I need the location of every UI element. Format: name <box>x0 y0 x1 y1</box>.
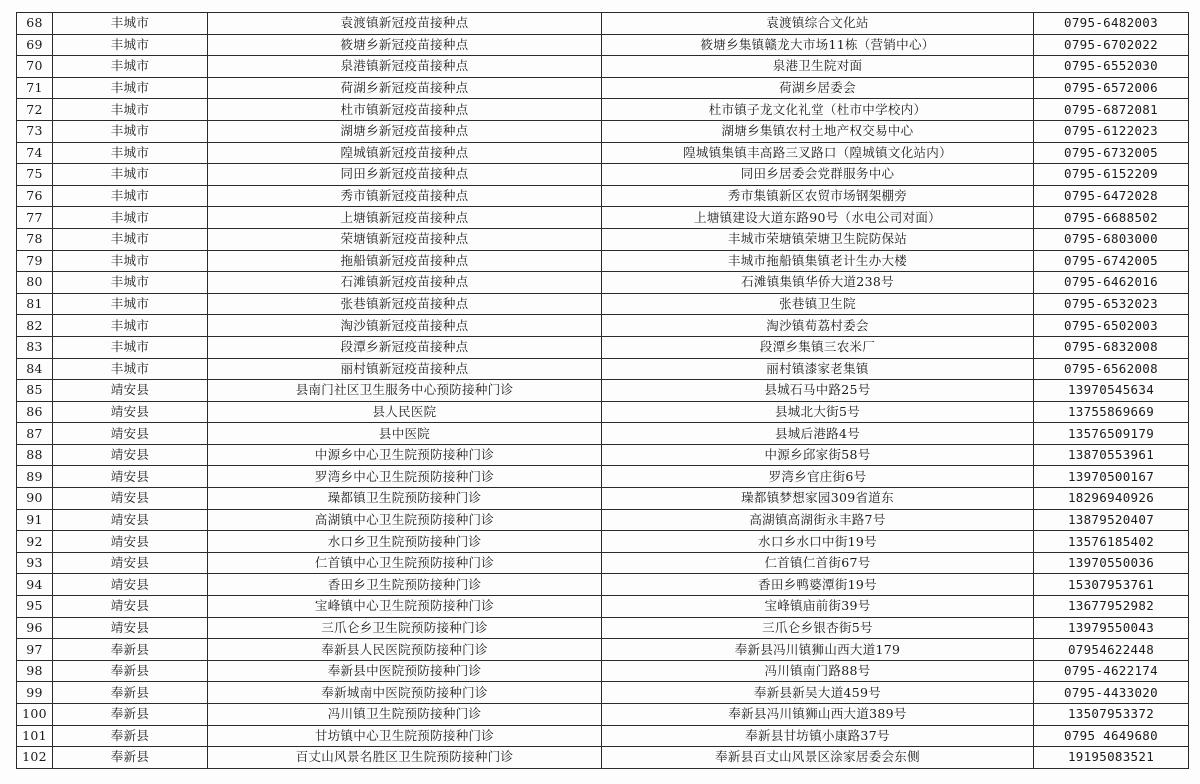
table-row <box>17 358 1189 380</box>
site-name-cell: 奉新县人民医院预防接种门诊 <box>208 639 602 661</box>
site-name-cell: 县人民医院 <box>208 401 602 423</box>
row-number-cell: 90 <box>17 488 53 510</box>
table-row <box>17 596 1189 618</box>
row-number-cell: 102 <box>17 747 53 769</box>
county-cell: 靖安县 <box>53 488 208 510</box>
row-number-cell: 74 <box>17 142 53 164</box>
table-row <box>17 142 1189 164</box>
address-cell: 县城石马中路25号 <box>602 380 1034 402</box>
address-cell: 璪都镇梦想家园309省道东 <box>602 488 1034 510</box>
county-cell: 丰城市 <box>53 142 208 164</box>
address-cell: 秀市集镇新区农贸市场钢架棚旁 <box>602 185 1034 207</box>
row-number-cell: 71 <box>17 77 53 99</box>
phone-cell: 0795-6502003 <box>1034 315 1189 337</box>
site-name-cell: 甘坊镇中心卫生院预防接种门诊 <box>208 725 602 747</box>
site-name-cell: 冯川镇卫生院预防接种门诊 <box>208 704 602 726</box>
row-number-cell: 86 <box>17 401 53 423</box>
address-cell: 丰城市拖船镇集镇老计生办大楼 <box>602 250 1034 272</box>
phone-cell: 13677952982 <box>1034 596 1189 618</box>
site-name-cell: 奉新城南中医院预防接种门诊 <box>208 682 602 704</box>
address-cell: 罗湾乡官庄街6号 <box>602 466 1034 488</box>
address-cell: 荷湖乡居委会 <box>602 77 1034 99</box>
vaccination-sites-table <box>16 12 1189 769</box>
site-name-cell: 宝峰镇中心卫生院预防接种门诊 <box>208 596 602 618</box>
address-cell: 宝峰镇庙前街39号 <box>602 596 1034 618</box>
phone-cell: 0795-6688502 <box>1034 207 1189 229</box>
site-name-cell: 奉新县中医院预防接种门诊 <box>208 660 602 682</box>
county-cell: 丰城市 <box>53 56 208 78</box>
address-cell: 高湖镇高湖街永丰路7号 <box>602 509 1034 531</box>
table-row <box>17 725 1189 747</box>
address-cell: 奉新县冯川镇狮山西大道179 <box>602 639 1034 661</box>
phone-cell: 0795-6872081 <box>1034 99 1189 121</box>
county-cell: 丰城市 <box>53 185 208 207</box>
address-cell: 隍城镇集镇丰高路三叉路口（隍城镇文化站内） <box>602 142 1034 164</box>
county-cell: 丰城市 <box>53 99 208 121</box>
row-number-cell: 76 <box>17 185 53 207</box>
site-name-cell: 杜市镇新冠疫苗接种点 <box>208 99 602 121</box>
county-cell: 丰城市 <box>53 164 208 186</box>
address-cell: 县城后港路4号 <box>602 423 1034 445</box>
row-number-cell: 82 <box>17 315 53 337</box>
phone-cell: 0795-6552030 <box>1034 56 1189 78</box>
county-cell: 丰城市 <box>53 34 208 56</box>
address-cell: 丽村镇漆家老集镇 <box>602 358 1034 380</box>
table-row <box>17 164 1189 186</box>
county-cell: 奉新县 <box>53 747 208 769</box>
phone-cell: 19195083521 <box>1034 747 1189 769</box>
address-cell: 袁渡镇综合文化站 <box>602 13 1034 35</box>
address-cell: 段潭乡集镇三农米厂 <box>602 336 1034 358</box>
table-row <box>17 380 1189 402</box>
address-cell: 三爪仑乡银杏街5号 <box>602 617 1034 639</box>
row-number-cell: 91 <box>17 509 53 531</box>
county-cell: 丰城市 <box>53 250 208 272</box>
county-cell: 靖安县 <box>53 596 208 618</box>
county-cell: 靖安县 <box>53 617 208 639</box>
site-name-cell: 中源乡中心卫生院预防接种门诊 <box>208 444 602 466</box>
address-cell: 张巷镇卫生院 <box>602 293 1034 315</box>
county-cell: 丰城市 <box>53 336 208 358</box>
phone-cell: 0795-6482003 <box>1034 13 1189 35</box>
county-cell: 丰城市 <box>53 13 208 35</box>
county-cell: 靖安县 <box>53 380 208 402</box>
county-cell: 奉新县 <box>53 682 208 704</box>
site-name-cell: 高湖镇中心卫生院预防接种门诊 <box>208 509 602 531</box>
row-number-cell: 77 <box>17 207 53 229</box>
row-number-cell: 73 <box>17 120 53 142</box>
table-row <box>17 13 1189 35</box>
site-name-cell: 香田乡卫生院预防接种门诊 <box>208 574 602 596</box>
phone-cell: 13507953372 <box>1034 704 1189 726</box>
row-number-cell: 84 <box>17 358 53 380</box>
county-cell: 靖安县 <box>53 509 208 531</box>
phone-cell: 0795-6122023 <box>1034 120 1189 142</box>
phone-cell: 13879520407 <box>1034 509 1189 531</box>
phone-cell: 0795-4433020 <box>1034 682 1189 704</box>
address-cell: 泉港卫生院对面 <box>602 56 1034 78</box>
county-cell: 丰城市 <box>53 272 208 294</box>
phone-cell: 0795-6572006 <box>1034 77 1189 99</box>
site-name-cell: 隍城镇新冠疫苗接种点 <box>208 142 602 164</box>
county-cell: 靖安县 <box>53 401 208 423</box>
site-name-cell: 罗湾乡中心卫生院预防接种门诊 <box>208 466 602 488</box>
row-number-cell: 101 <box>17 725 53 747</box>
county-cell: 丰城市 <box>53 358 208 380</box>
row-number-cell: 87 <box>17 423 53 445</box>
table-row <box>17 99 1189 121</box>
site-name-cell: 三爪仑乡卫生院预防接种门诊 <box>208 617 602 639</box>
address-cell: 水口乡水口中街19号 <box>602 531 1034 553</box>
phone-cell: 13979550043 <box>1034 617 1189 639</box>
site-name-cell: 张巷镇新冠疫苗接种点 <box>208 293 602 315</box>
phone-cell: 0795-6532023 <box>1034 293 1189 315</box>
county-cell: 丰城市 <box>53 207 208 229</box>
county-cell: 奉新县 <box>53 704 208 726</box>
row-number-cell: 83 <box>17 336 53 358</box>
row-number-cell: 75 <box>17 164 53 186</box>
county-cell: 丰城市 <box>53 228 208 250</box>
table-row <box>17 574 1189 596</box>
site-name-cell: 淘沙镇新冠疫苗接种点 <box>208 315 602 337</box>
phone-cell: 13970545634 <box>1034 380 1189 402</box>
county-cell: 丰城市 <box>53 120 208 142</box>
phone-cell: 0795-6702022 <box>1034 34 1189 56</box>
county-cell: 奉新县 <box>53 660 208 682</box>
site-name-cell: 同田乡新冠疫苗接种点 <box>208 164 602 186</box>
row-number-cell: 80 <box>17 272 53 294</box>
table-row <box>17 531 1189 553</box>
site-name-cell: 段潭乡新冠疫苗接种点 <box>208 336 602 358</box>
address-cell: 杜市镇子龙文化礼堂（杜市中学校内） <box>602 99 1034 121</box>
address-cell: 上塘镇建设大道东路90号（水电公司对面） <box>602 207 1034 229</box>
table-row <box>17 423 1189 445</box>
phone-cell: 0795 4649680 <box>1034 725 1189 747</box>
phone-cell: 18296940926 <box>1034 488 1189 510</box>
address-cell: 中源乡邱家街58号 <box>602 444 1034 466</box>
site-name-cell: 上塘镇新冠疫苗接种点 <box>208 207 602 229</box>
phone-cell: 0795-6462016 <box>1034 272 1189 294</box>
county-cell: 靖安县 <box>53 444 208 466</box>
site-name-cell: 仁首镇中心卫生院预防接种门诊 <box>208 552 602 574</box>
table-row <box>17 77 1189 99</box>
row-number-cell: 68 <box>17 13 53 35</box>
row-number-cell: 95 <box>17 596 53 618</box>
address-cell: 香田乡鸭婆潭街19号 <box>602 574 1034 596</box>
site-name-cell: 丽村镇新冠疫苗接种点 <box>208 358 602 380</box>
table-row <box>17 228 1189 250</box>
phone-cell: 0795-6803000 <box>1034 228 1189 250</box>
county-cell: 丰城市 <box>53 77 208 99</box>
row-number-cell: 99 <box>17 682 53 704</box>
county-cell: 丰城市 <box>53 293 208 315</box>
county-cell: 奉新县 <box>53 639 208 661</box>
site-name-cell: 水口乡卫生院预防接种门诊 <box>208 531 602 553</box>
table-row <box>17 488 1189 510</box>
row-number-cell: 97 <box>17 639 53 661</box>
county-cell: 靖安县 <box>53 531 208 553</box>
table-row <box>17 639 1189 661</box>
row-number-cell: 100 <box>17 704 53 726</box>
phone-cell: 07954622448 <box>1034 639 1189 661</box>
phone-cell: 0795-6832008 <box>1034 336 1189 358</box>
row-number-cell: 70 <box>17 56 53 78</box>
table-row <box>17 617 1189 639</box>
table-row <box>17 552 1189 574</box>
table-row <box>17 704 1189 726</box>
site-name-cell: 石滩镇新冠疫苗接种点 <box>208 272 602 294</box>
site-name-cell: 泉港镇新冠疫苗接种点 <box>208 56 602 78</box>
table-row <box>17 336 1189 358</box>
phone-cell: 13576509179 <box>1034 423 1189 445</box>
address-cell: 淘沙镇荀荔村委会 <box>602 315 1034 337</box>
row-number-cell: 89 <box>17 466 53 488</box>
phone-cell: 0795-4622174 <box>1034 660 1189 682</box>
county-cell: 丰城市 <box>53 315 208 337</box>
table-row <box>17 315 1189 337</box>
row-number-cell: 93 <box>17 552 53 574</box>
site-name-cell: 拖船镇新冠疫苗接种点 <box>208 250 602 272</box>
table-row <box>17 401 1189 423</box>
site-name-cell: 县中医院 <box>208 423 602 445</box>
row-number-cell: 94 <box>17 574 53 596</box>
phone-cell: 15307953761 <box>1034 574 1189 596</box>
site-name-cell: 璪都镇卫生院预防接种门诊 <box>208 488 602 510</box>
table-row <box>17 509 1189 531</box>
site-name-cell: 荷湖乡新冠疫苗接种点 <box>208 77 602 99</box>
phone-cell: 13576185402 <box>1034 531 1189 553</box>
row-number-cell: 88 <box>17 444 53 466</box>
row-number-cell: 78 <box>17 228 53 250</box>
phone-cell: 13970550036 <box>1034 552 1189 574</box>
row-number-cell: 81 <box>17 293 53 315</box>
site-name-cell: 湖塘乡新冠疫苗接种点 <box>208 120 602 142</box>
phone-cell: 0795-6732005 <box>1034 142 1189 164</box>
table-row <box>17 466 1189 488</box>
phone-cell: 0795-6742005 <box>1034 250 1189 272</box>
table-row <box>17 444 1189 466</box>
row-number-cell: 96 <box>17 617 53 639</box>
row-number-cell: 85 <box>17 380 53 402</box>
table-row <box>17 293 1189 315</box>
county-cell: 靖安县 <box>53 423 208 445</box>
row-number-cell: 92 <box>17 531 53 553</box>
table-row <box>17 207 1189 229</box>
table-row <box>17 682 1189 704</box>
row-number-cell: 72 <box>17 99 53 121</box>
site-name-cell: 百丈山风景名胜区卫生院预防接种门诊 <box>208 747 602 769</box>
table-row <box>17 56 1189 78</box>
site-name-cell: 袁渡镇新冠疫苗接种点 <box>208 13 602 35</box>
address-cell: 石滩镇集镇华侨大道238号 <box>602 272 1034 294</box>
phone-cell: 13870553961 <box>1034 444 1189 466</box>
address-cell: 同田乡居委会党群服务中心 <box>602 164 1034 186</box>
site-name-cell: 荣塘镇新冠疫苗接种点 <box>208 228 602 250</box>
row-number-cell: 69 <box>17 34 53 56</box>
site-name-cell: 筱塘乡新冠疫苗接种点 <box>208 34 602 56</box>
table-row <box>17 185 1189 207</box>
table-body <box>17 13 1189 769</box>
address-cell: 湖塘乡集镇农村土地产权交易中心 <box>602 120 1034 142</box>
address-cell: 县城北大街5号 <box>602 401 1034 423</box>
site-name-cell: 秀市镇新冠疫苗接种点 <box>208 185 602 207</box>
address-cell: 奉新县冯川镇狮山西大道389号 <box>602 704 1034 726</box>
county-cell: 靖安县 <box>53 552 208 574</box>
row-number-cell: 98 <box>17 660 53 682</box>
address-cell: 奉新县新吴大道459号 <box>602 682 1034 704</box>
phone-cell: 13755869669 <box>1034 401 1189 423</box>
phone-cell: 0795-6152209 <box>1034 164 1189 186</box>
county-cell: 奉新县 <box>53 725 208 747</box>
address-cell: 奉新县百丈山风景区涂家居委会东侧 <box>602 747 1034 769</box>
address-cell: 丰城市荣塘镇荣塘卫生院防保站 <box>602 228 1034 250</box>
address-cell: 奉新县甘坊镇小康路37号 <box>602 725 1034 747</box>
table-row <box>17 660 1189 682</box>
address-cell: 冯川镇南门路88号 <box>602 660 1034 682</box>
row-number-cell: 79 <box>17 250 53 272</box>
county-cell: 靖安县 <box>53 574 208 596</box>
table-row <box>17 272 1189 294</box>
phone-cell: 13970500167 <box>1034 466 1189 488</box>
table-row <box>17 250 1189 272</box>
address-cell: 筱塘乡集镇赣龙大市场11栋（营销中心） <box>602 34 1034 56</box>
table-row <box>17 747 1189 769</box>
county-cell: 靖安县 <box>53 466 208 488</box>
phone-cell: 0795-6562008 <box>1034 358 1189 380</box>
table-row <box>17 34 1189 56</box>
address-cell: 仁首镇仁首街67号 <box>602 552 1034 574</box>
phone-cell: 0795-6472028 <box>1034 185 1189 207</box>
table-row <box>17 120 1189 142</box>
site-name-cell: 县南门社区卫生服务中心预防接种门诊 <box>208 380 602 402</box>
